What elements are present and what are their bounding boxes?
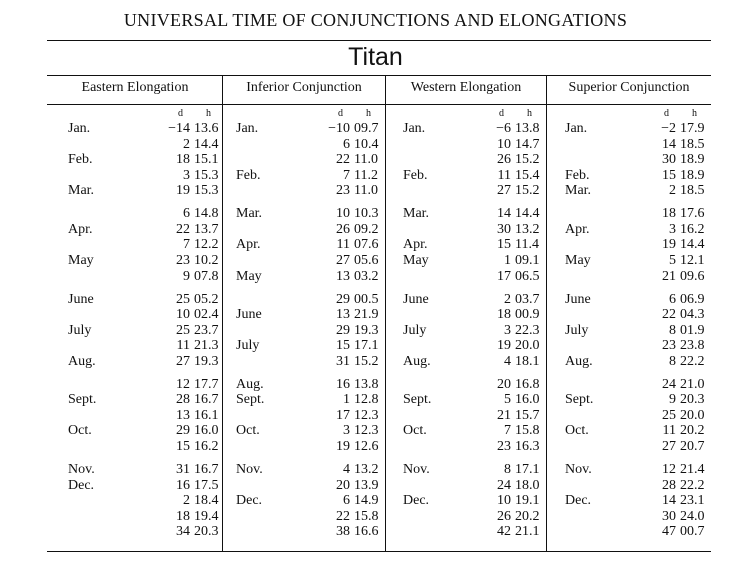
row-hour: 10.4 [354, 136, 379, 152]
row-day: 2 [504, 291, 511, 307]
row-hour: 14.7 [515, 136, 540, 152]
row-hour: 11.0 [354, 152, 378, 168]
row-hour: 20.2 [515, 508, 540, 524]
row-day: −14 [168, 121, 190, 136]
row-hour: 10.2 [194, 252, 219, 268]
row-day: 47 [662, 524, 676, 540]
row-day: 19 [662, 237, 676, 253]
row-hour: 17.1 [354, 338, 379, 354]
table-row [0, 137, 751, 153]
table-row [0, 423, 751, 439]
row-month: Aug. [403, 353, 431, 369]
row-day: 10 [336, 206, 350, 222]
row-hour: 18.9 [680, 152, 705, 168]
row-month: Apr. [68, 221, 93, 237]
table-title: UNIVERSAL TIME OF CONJUNCTIONS AND ELONGATIONS [123, 10, 628, 30]
row-hour: 22.3 [515, 322, 540, 338]
row-hour: 07.6 [354, 237, 379, 253]
row-day: 15 [176, 438, 190, 454]
hour-unit: h [692, 108, 697, 119]
row-day: 7 [343, 167, 350, 183]
row-hour: 18.5 [680, 136, 705, 152]
row-month: July [68, 322, 92, 338]
row-hour: 10.3 [354, 206, 379, 222]
row-day: −2 [661, 121, 676, 136]
row-day: 14 [662, 493, 676, 509]
row-day: 3 [343, 423, 350, 439]
row-month: Dec. [68, 477, 95, 493]
row-day: 9 [183, 268, 190, 284]
row-hour: 05.2 [194, 291, 219, 307]
column-header: Eastern Elongation [81, 80, 189, 95]
row-hour: 12.3 [354, 407, 379, 423]
row-month: Apr. [565, 221, 590, 237]
row-day: 18 [662, 206, 676, 222]
row-hour: 21.1 [515, 524, 540, 540]
row-day: 11 [497, 167, 511, 183]
row-hour: 21.3 [194, 338, 219, 354]
row-day: 17 [336, 407, 350, 423]
row-hour: 05.6 [354, 252, 379, 268]
row-day: 9 [669, 392, 676, 408]
row-month: Oct. [68, 423, 92, 439]
row-hour: 12.6 [354, 438, 379, 454]
row-hour: 11.2 [354, 167, 378, 183]
row-hour: 15.7 [515, 407, 540, 423]
row-month: May [403, 252, 429, 268]
row-month: Nov. [565, 462, 592, 477]
row-day: 28 [176, 392, 190, 408]
column-header: Western Elongation [410, 80, 522, 95]
row-hour: 16.2 [680, 221, 705, 237]
row-hour: 06.5 [515, 268, 540, 284]
row-month: Jan. [403, 121, 426, 136]
row-month: Mar. [68, 183, 95, 199]
row-hour: 16.6 [354, 524, 379, 540]
row-hour: 14.4 [194, 136, 219, 152]
row-day: 6 [343, 136, 350, 152]
row-hour: 09.7 [354, 121, 379, 136]
body-name: Titan [348, 43, 403, 71]
row-day: 1 [504, 252, 511, 268]
row-hour: 18.5 [680, 183, 705, 199]
row-day: 19 [336, 438, 350, 454]
row-month: Apr. [236, 237, 261, 253]
row-day: 10 [176, 307, 190, 323]
row-hour: 21.0 [680, 376, 705, 392]
table-row [0, 152, 751, 168]
table-row [0, 253, 751, 269]
row-hour: 19.3 [194, 353, 219, 369]
row-day: 22 [176, 221, 190, 237]
row-hour: 20.0 [680, 407, 705, 423]
row-day: 3 [183, 167, 190, 183]
row-day: 5 [504, 392, 511, 408]
row-hour: 20.3 [680, 392, 705, 408]
row-hour: 23.8 [680, 338, 705, 354]
row-day: 27 [497, 183, 511, 199]
row-hour: 22.2 [680, 477, 705, 493]
top-rule [47, 40, 711, 41]
row-hour: 03.2 [354, 268, 379, 284]
row-month: Aug. [68, 353, 96, 369]
row-hour: 13.2 [354, 462, 379, 477]
row-month: Dec. [403, 493, 430, 509]
row-month: Mar. [403, 206, 430, 222]
table-row [0, 509, 751, 525]
row-day: 8 [669, 353, 676, 369]
row-day: 7 [504, 423, 511, 439]
row-hour: 23.1 [680, 493, 705, 509]
row-month: Sept. [68, 392, 97, 408]
row-month: Aug. [565, 353, 593, 369]
row-hour: 18.1 [515, 353, 540, 369]
row-hour: 16.2 [194, 438, 219, 454]
row-day: 25 [176, 291, 190, 307]
row-day: 2 [183, 493, 190, 509]
row-hour: 24.0 [680, 508, 705, 524]
row-hour: 19.3 [354, 322, 379, 338]
row-day: −6 [496, 121, 511, 136]
row-day: 11 [176, 338, 190, 354]
row-month: Oct. [403, 423, 427, 439]
row-day: 27 [662, 438, 676, 454]
table-row [0, 183, 751, 199]
row-day: 1 [343, 392, 350, 408]
table-row [0, 168, 751, 184]
row-day: 18 [497, 307, 511, 323]
row-day: 10 [497, 493, 511, 509]
row-month: Nov. [236, 462, 263, 477]
table-row [0, 392, 751, 408]
row-hour: 15.1 [194, 152, 219, 168]
row-hour: 13.2 [515, 221, 540, 237]
row-hour: 11.0 [354, 183, 378, 199]
row-hour: 12.8 [354, 392, 379, 408]
day-unit: d [178, 108, 183, 119]
day-unit: d [499, 108, 504, 119]
row-day: 25 [176, 322, 190, 338]
row-month: Jan. [68, 121, 91, 136]
row-day: 12 [176, 376, 190, 392]
row-hour: 20.2 [680, 423, 705, 439]
row-hour: 13.6 [194, 121, 219, 136]
header-rule [47, 104, 711, 105]
row-hour: 21.9 [354, 307, 379, 323]
row-day: 20 [336, 477, 350, 493]
row-day: 26 [497, 152, 511, 168]
hour-unit: h [527, 108, 532, 119]
table-row [0, 323, 751, 339]
row-hour: 20.7 [680, 438, 705, 454]
row-hour: 16.7 [194, 392, 219, 408]
row-month: June [68, 291, 94, 307]
row-hour: 12.1 [680, 252, 705, 268]
row-day: 11 [662, 423, 676, 439]
row-hour: 22.2 [680, 353, 705, 369]
day-unit: d [338, 108, 343, 119]
row-hour: 17.7 [194, 376, 219, 392]
row-month: Nov. [403, 462, 430, 477]
row-day: 11 [336, 237, 350, 253]
row-month: Sept. [236, 392, 265, 408]
row-hour: 16.1 [194, 407, 219, 423]
row-hour: 19.4 [194, 508, 219, 524]
row-month: Jan. [565, 121, 588, 136]
row-day: 16 [176, 477, 190, 493]
table-row [0, 338, 751, 354]
row-hour: 00.7 [680, 524, 705, 540]
row-hour: 18.9 [680, 167, 705, 183]
table-row [0, 377, 751, 393]
row-day: 29 [336, 291, 350, 307]
row-day: 14 [662, 136, 676, 152]
table-row [0, 121, 751, 137]
row-day: 22 [336, 152, 350, 168]
row-day: 31 [176, 462, 190, 477]
row-hour: 04.3 [680, 307, 705, 323]
row-hour: 14.4 [680, 237, 705, 253]
row-month: Dec. [236, 493, 263, 509]
row-day: 24 [497, 477, 511, 493]
table-row [0, 524, 751, 540]
row-day: 8 [504, 462, 511, 477]
row-day: 23 [497, 438, 511, 454]
row-hour: 16.8 [515, 376, 540, 392]
row-day: 15 [336, 338, 350, 354]
row-month: June [236, 307, 262, 323]
row-month: Feb. [403, 167, 428, 183]
row-day: 38 [336, 524, 350, 540]
row-hour: 01.9 [680, 322, 705, 338]
row-hour: 18.0 [515, 477, 540, 493]
table-row [0, 439, 751, 455]
bottom-rule [47, 551, 711, 552]
row-hour: 12.2 [194, 237, 219, 253]
row-day: 2 [183, 136, 190, 152]
row-month: June [565, 291, 591, 307]
row-day: 19 [497, 338, 511, 354]
row-day: 7 [183, 237, 190, 253]
table-row [0, 307, 751, 323]
row-hour: 13.7 [194, 221, 219, 237]
row-day: 6 [669, 291, 676, 307]
row-hour: 07.8 [194, 268, 219, 284]
row-day: 26 [497, 508, 511, 524]
row-day: 2 [669, 183, 676, 199]
row-month: July [236, 338, 260, 354]
row-day: 14 [497, 206, 511, 222]
hour-unit: h [366, 108, 371, 119]
row-day: 25 [662, 407, 676, 423]
day-unit: d [664, 108, 669, 119]
row-hour: 14.9 [354, 493, 379, 509]
table-row [0, 222, 751, 238]
row-month: May [68, 252, 94, 268]
row-month: Sept. [565, 392, 594, 408]
row-month: Oct. [236, 423, 260, 439]
row-month: Dec. [565, 493, 592, 509]
table-row [0, 478, 751, 494]
table-row [0, 292, 751, 308]
row-day: 21 [497, 407, 511, 423]
row-hour: 15.4 [515, 167, 540, 183]
row-day: 26 [336, 221, 350, 237]
row-day: 6 [183, 206, 190, 222]
row-day: 23 [176, 252, 190, 268]
row-hour: 21.4 [680, 462, 705, 477]
row-hour: 09.1 [515, 252, 540, 268]
row-hour: 16.0 [194, 423, 219, 439]
row-day: 17 [497, 268, 511, 284]
row-day: 21 [662, 268, 676, 284]
column-header: Inferior Conjunction [246, 80, 362, 95]
row-hour: 02.4 [194, 307, 219, 323]
row-month: Feb. [68, 152, 93, 168]
table-row [0, 493, 751, 509]
row-day: 29 [176, 423, 190, 439]
row-hour: 17.9 [680, 121, 705, 136]
row-hour: 20.0 [515, 338, 540, 354]
column-header: Superior Conjunction [568, 80, 690, 95]
row-day: 30 [662, 152, 676, 168]
subtitle-rule [47, 75, 711, 76]
row-hour: 16.0 [515, 392, 540, 408]
row-hour: 15.2 [354, 353, 379, 369]
row-hour: 17.5 [194, 477, 219, 493]
row-day: 6 [343, 493, 350, 509]
row-day: 22 [662, 307, 676, 323]
row-day: 24 [662, 376, 676, 392]
row-day: 30 [662, 508, 676, 524]
row-day: 13 [336, 268, 350, 284]
row-day: 18 [176, 508, 190, 524]
row-hour: 13.8 [515, 121, 540, 136]
row-day: 4 [504, 353, 511, 369]
row-day: 18 [176, 152, 190, 168]
row-hour: 06.9 [680, 291, 705, 307]
row-hour: 23.7 [194, 322, 219, 338]
row-month: Jan. [236, 121, 259, 136]
row-hour: 16.7 [194, 462, 219, 477]
row-month: Apr. [403, 237, 428, 253]
row-day: 29 [336, 322, 350, 338]
table-row [0, 206, 751, 222]
row-month: July [565, 322, 589, 338]
row-day: 23 [336, 183, 350, 199]
row-month: May [565, 252, 591, 268]
row-hour: 09.6 [680, 268, 705, 284]
row-day: 31 [336, 353, 350, 369]
row-day: 23 [662, 338, 676, 354]
row-hour: 15.2 [515, 152, 540, 168]
row-hour: 15.2 [515, 183, 540, 199]
row-hour: 09.2 [354, 221, 379, 237]
row-month: Mar. [236, 206, 263, 222]
row-day: 13 [336, 307, 350, 323]
row-hour: 17.6 [680, 206, 705, 222]
row-day: 19 [176, 183, 190, 199]
row-hour: 20.3 [194, 524, 219, 540]
row-hour: 19.1 [515, 493, 540, 509]
row-day: 4 [343, 462, 350, 477]
row-day: 15 [662, 167, 676, 183]
row-day: 34 [176, 524, 190, 540]
row-hour: 14.8 [194, 206, 219, 222]
row-hour: 12.3 [354, 423, 379, 439]
row-month: Oct. [565, 423, 589, 439]
row-day: 22 [336, 508, 350, 524]
row-month: Feb. [565, 167, 590, 183]
table-row [0, 408, 751, 424]
row-month: Sept. [403, 392, 432, 408]
table-row [0, 237, 751, 253]
row-hour: 00.9 [515, 307, 540, 323]
row-hour: 18.4 [194, 493, 219, 509]
row-hour: 15.8 [515, 423, 540, 439]
row-month: May [236, 268, 262, 284]
row-hour: 00.5 [354, 291, 379, 307]
row-hour: 14.4 [515, 206, 540, 222]
row-day: 42 [497, 524, 511, 540]
row-day: 10 [497, 136, 511, 152]
table-row [0, 462, 751, 478]
row-day: 13 [176, 407, 190, 423]
row-day: 16 [336, 376, 350, 392]
row-day: −10 [328, 121, 350, 136]
row-hour: 13.9 [354, 477, 379, 493]
row-day: 12 [662, 462, 676, 477]
row-month: Aug. [236, 376, 264, 392]
hour-unit: h [206, 108, 211, 119]
row-day: 27 [176, 353, 190, 369]
table-row [0, 354, 751, 370]
row-day: 20 [497, 376, 511, 392]
row-month: Mar. [565, 183, 592, 199]
row-day: 8 [669, 322, 676, 338]
row-hour: 17.1 [515, 462, 540, 477]
row-hour: 11.4 [515, 237, 539, 253]
row-hour: 15.3 [194, 183, 219, 199]
row-month: July [403, 322, 427, 338]
row-day: 5 [669, 252, 676, 268]
row-month: June [403, 291, 429, 307]
row-hour: 15.8 [354, 508, 379, 524]
row-day: 28 [662, 477, 676, 493]
row-hour: 13.8 [354, 376, 379, 392]
row-month: Feb. [236, 167, 261, 183]
row-hour: 16.3 [515, 438, 540, 454]
row-hour: 15.3 [194, 167, 219, 183]
row-hour: 03.7 [515, 291, 540, 307]
table-row [0, 269, 751, 285]
row-day: 15 [497, 237, 511, 253]
row-day: 3 [504, 322, 511, 338]
row-month: Nov. [68, 462, 95, 477]
row-day: 3 [669, 221, 676, 237]
row-day: 27 [336, 252, 350, 268]
row-day: 30 [497, 221, 511, 237]
